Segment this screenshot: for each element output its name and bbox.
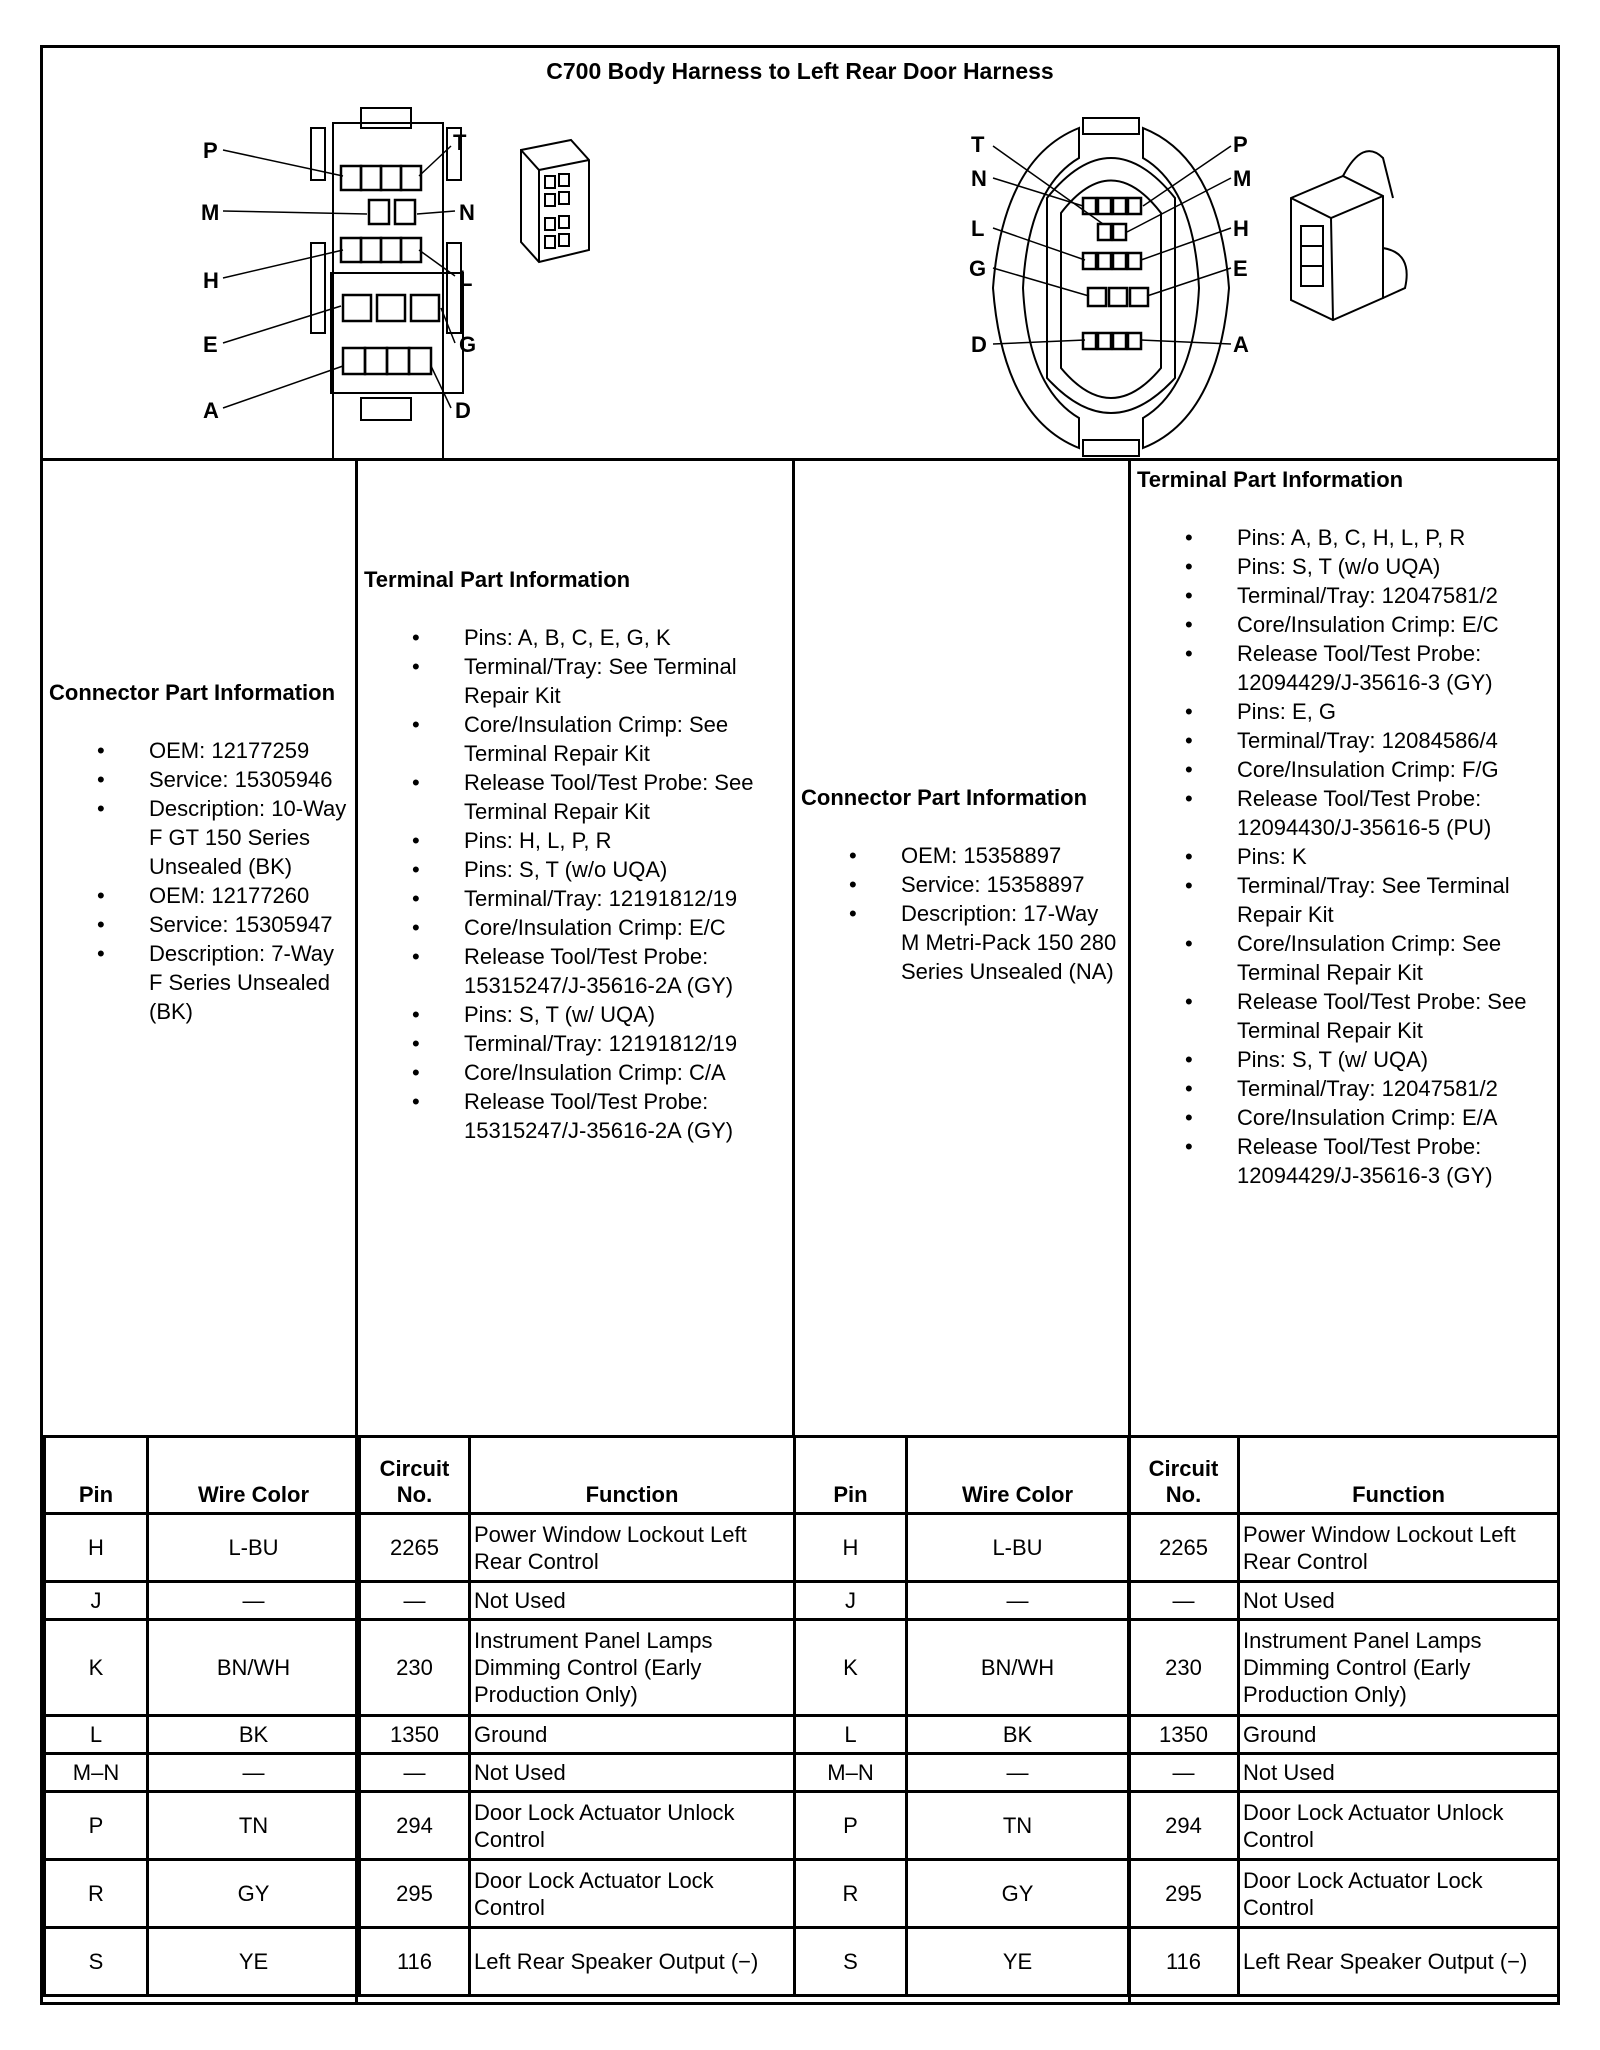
pin-table xyxy=(43,1435,1560,1997)
left-pin-label: G xyxy=(459,332,477,357)
cell-circuit-no: 230 xyxy=(360,1620,470,1716)
list-item: • Description: 17-Way M Metri-Pack 150 280 Series Unsealed (NA) xyxy=(801,899,1122,986)
col4-group-1 xyxy=(1137,523,1551,697)
right-pin-label: T xyxy=(971,132,985,157)
list-item: • Pins: H, L, P, R xyxy=(364,826,785,855)
list-item: • Pins: S, T (w/ UQA) xyxy=(364,1000,785,1029)
list-item: • Service: 15358897 xyxy=(801,870,1122,899)
list-item: • Description: 7-Way F Series Unsealed (BK) xyxy=(49,939,347,1026)
list-item: • Pins: K xyxy=(1137,842,1551,871)
col1-connector-info xyxy=(43,678,353,1026)
cell-function: Left Rear Speaker Output (−) xyxy=(1239,1928,1559,1996)
col4-heading: Terminal Part Information xyxy=(1137,467,1404,492)
cell-pin: M–N xyxy=(795,1754,907,1792)
left-pin-label: T xyxy=(453,130,467,155)
col3-connector-info xyxy=(795,783,1128,986)
table-row xyxy=(45,1928,1559,1996)
list-item: • Release Tool/Test Probe: See Terminal Repair Kit xyxy=(364,768,785,826)
cell-wire-color: — xyxy=(148,1582,360,1620)
list-item: • Terminal/Tray: 12084586/4 xyxy=(1137,726,1551,755)
cell-pin: J xyxy=(795,1582,907,1620)
left-pin-label: P xyxy=(203,138,218,163)
header-circuit-no: Circuit No. xyxy=(360,1437,470,1514)
cell-pin: M–N xyxy=(45,1754,148,1792)
table-row xyxy=(45,1754,1559,1792)
right-pin-label: N xyxy=(971,166,987,191)
list-item: • Pins: E, G xyxy=(1137,697,1551,726)
left-pin-label: A xyxy=(203,398,219,423)
cell-circuit-no: 2265 xyxy=(1129,1514,1239,1582)
list-item: • Release Tool/Test Probe: 15315247/J-35616-2A (GY) xyxy=(364,1087,785,1145)
cell-wire-color: YE xyxy=(907,1928,1129,1996)
header-pin: Pin xyxy=(795,1437,907,1514)
col2-group-2 xyxy=(364,826,785,1000)
cell-wire-color: GY xyxy=(148,1860,360,1928)
cell-function: Instrument Panel Lamps Dimming Control (Early Production Only) xyxy=(1239,1620,1559,1716)
cell-wire-color: BN/WH xyxy=(148,1620,360,1716)
cell-circuit-no: 295 xyxy=(360,1860,470,1928)
right-pin-label: L xyxy=(971,216,985,241)
table-row xyxy=(45,1514,1559,1582)
list-item: • Core/Insulation Crimp: E/A xyxy=(1137,1103,1551,1132)
sheet-title: C700 Body Harness to Left Rear Door Harness xyxy=(546,58,1054,84)
cell-wire-color: YE xyxy=(148,1928,360,1996)
cell-circuit-no: 294 xyxy=(360,1792,470,1860)
list-item: • Release Tool/Test Probe: 12094430/J-35616-5 (PU) xyxy=(1137,784,1551,842)
header-function: Function xyxy=(1239,1437,1559,1514)
table-row xyxy=(45,1860,1559,1928)
cell-function: Not Used xyxy=(470,1754,795,1792)
cell-circuit-no: 116 xyxy=(1129,1928,1239,1996)
col3-list xyxy=(801,841,1122,986)
cell-function: Door Lock Actuator Unlock Control xyxy=(470,1792,795,1860)
left-pin-label: M xyxy=(201,200,220,225)
list-item: • OEM: 12177260 xyxy=(49,881,347,910)
cell-circuit-no: 116 xyxy=(360,1928,470,1996)
cell-function: Not Used xyxy=(1239,1582,1559,1620)
col3-heading: Connector Part Information xyxy=(801,785,1088,810)
header-circuit-no: Circuit No. xyxy=(1129,1437,1239,1514)
list-item: • OEM: 15358897 xyxy=(801,841,1122,870)
list-item: • Core/Insulation Crimp: See Terminal Repair Kit xyxy=(1137,929,1551,987)
cell-circuit-no: 1350 xyxy=(1129,1716,1239,1754)
list-item: • Core/Insulation Crimp: C/A xyxy=(364,1058,785,1087)
right-pin-label: M xyxy=(1233,166,1252,191)
table-row xyxy=(45,1792,1559,1860)
col2-terminal-info xyxy=(358,565,791,1145)
cell-pin: S xyxy=(45,1928,148,1996)
list-item: • Terminal/Tray: See Terminal Repair Kit xyxy=(364,652,785,710)
col4-group-2 xyxy=(1137,697,1551,842)
cell-wire-color: TN xyxy=(148,1792,360,1860)
col4-group-4 xyxy=(1137,1045,1551,1190)
left-pin-label: D xyxy=(455,398,471,423)
cell-pin: P xyxy=(45,1792,148,1860)
list-item: • Pins: A, B, C, E, G, K xyxy=(364,623,785,652)
table-row xyxy=(45,1620,1559,1716)
cell-wire-color: — xyxy=(907,1754,1129,1792)
header-pin: Pin xyxy=(45,1437,148,1514)
left-connector-iso xyxy=(521,140,589,262)
list-item: • Pins: S, T (w/o UQA) xyxy=(1137,552,1551,581)
cell-pin: P xyxy=(795,1792,907,1860)
cell-pin: R xyxy=(795,1860,907,1928)
list-item: • Pins: S, T (w/ UQA) xyxy=(1137,1045,1551,1074)
list-item: • Core/Insulation Crimp: E/C xyxy=(1137,610,1551,639)
header-wire-color: Wire Color xyxy=(148,1437,360,1514)
list-item: • Core/Insulation Crimp: F/G xyxy=(1137,755,1551,784)
cell-pin: R xyxy=(45,1860,148,1928)
right-pin-label: H xyxy=(1233,216,1249,241)
cell-function: Door Lock Actuator Lock Control xyxy=(1239,1860,1559,1928)
cell-function: Power Window Lockout Left Rear Control xyxy=(470,1514,795,1582)
cell-wire-color: BK xyxy=(907,1716,1129,1754)
cell-circuit-no: 230 xyxy=(1129,1620,1239,1716)
list-item: • Release Tool/Test Probe: 12094429/J-35616-3 (GY) xyxy=(1137,1132,1551,1190)
cell-pin: S xyxy=(795,1928,907,1996)
right-connector-iso xyxy=(1291,151,1407,320)
cell-circuit-no: 295 xyxy=(1129,1860,1239,1928)
right-pin-label: P xyxy=(1233,132,1248,157)
list-item: • Terminal/Tray: 12191812/19 xyxy=(364,884,785,913)
cell-function: Not Used xyxy=(470,1582,795,1620)
list-item: • Pins: A, B, C, H, L, P, R xyxy=(1137,523,1551,552)
list-item: • Release Tool/Test Probe: 12094429/J-35616-3 (GY) xyxy=(1137,639,1551,697)
list-item: • Pins: S, T (w/o UQA) xyxy=(364,855,785,884)
cell-circuit-no: — xyxy=(1129,1582,1239,1620)
cell-circuit-no: 2265 xyxy=(360,1514,470,1582)
cell-pin: J xyxy=(45,1582,148,1620)
left-pin-label: H xyxy=(203,268,219,293)
cell-wire-color: — xyxy=(907,1582,1129,1620)
list-item: • Release Tool/Test Probe: 15315247/J-35616-2A (GY) xyxy=(364,942,785,1000)
cell-circuit-no: — xyxy=(360,1582,470,1620)
connector-sheet xyxy=(40,45,1560,2005)
list-item: • Core/Insulation Crimp: See Terminal Repair Kit xyxy=(364,710,785,768)
right-pin-label: D xyxy=(971,332,987,357)
table-header-row xyxy=(45,1437,1559,1514)
right-connector-face xyxy=(993,118,1231,456)
cell-wire-color: GY xyxy=(907,1860,1129,1928)
list-item: • Terminal/Tray: 12047581/2 xyxy=(1137,1074,1551,1103)
list-item: • OEM: 12177259 xyxy=(49,736,347,765)
table-row xyxy=(45,1582,1559,1620)
list-item: • Core/Insulation Crimp: E/C xyxy=(364,913,785,942)
cell-wire-color: L-BU xyxy=(907,1514,1129,1582)
cell-pin: L xyxy=(795,1716,907,1754)
col4-terminal-info xyxy=(1131,465,1557,1190)
cell-pin: K xyxy=(45,1620,148,1716)
header-wire-color: Wire Color xyxy=(907,1437,1129,1514)
list-item: • Terminal/Tray: 12191812/19 xyxy=(364,1029,785,1058)
left-connector-face xyxy=(223,108,463,458)
cell-pin: H xyxy=(795,1514,907,1582)
col2-group-1 xyxy=(364,623,785,826)
right-pin-label: E xyxy=(1233,256,1248,281)
list-item: • Terminal/Tray: 12047581/2 xyxy=(1137,581,1551,610)
cell-pin: L xyxy=(45,1716,148,1754)
cell-circuit-no: — xyxy=(1129,1754,1239,1792)
list-item: • Terminal/Tray: See Terminal Repair Kit xyxy=(1137,871,1551,929)
cell-pin: K xyxy=(795,1620,907,1716)
col1-heading: Connector Part Information xyxy=(49,680,336,705)
cell-wire-color: BK xyxy=(148,1716,360,1754)
cell-circuit-no: — xyxy=(360,1754,470,1792)
col4-group-3 xyxy=(1137,842,1551,1045)
cell-wire-color: L-BU xyxy=(148,1514,360,1582)
left-pin-label: N xyxy=(459,200,475,225)
cell-wire-color: TN xyxy=(907,1792,1129,1860)
cell-function: Instrument Panel Lamps Dimming Control (Early Production Only) xyxy=(470,1620,795,1716)
cell-function: Power Window Lockout Left Rear Control xyxy=(1239,1514,1559,1582)
list-item: • Service: 15305946 xyxy=(49,765,347,794)
cell-function: Ground xyxy=(470,1716,795,1754)
list-item: • Release Tool/Test Probe: See Terminal Repair Kit xyxy=(1137,987,1551,1045)
connector-diagrams xyxy=(43,48,1557,458)
col1-list xyxy=(49,736,347,1026)
header-function: Function xyxy=(470,1437,795,1514)
cell-function: Door Lock Actuator Lock Control xyxy=(470,1860,795,1928)
cell-wire-color: — xyxy=(148,1754,360,1792)
left-pin-label: E xyxy=(203,332,218,357)
right-pin-label: A xyxy=(1233,332,1249,357)
col2-heading: Terminal Part Information xyxy=(364,567,631,592)
cell-circuit-no: 1350 xyxy=(360,1716,470,1754)
col2-group-3 xyxy=(364,1000,785,1145)
table-row xyxy=(45,1716,1559,1754)
cell-function: Door Lock Actuator Unlock Control xyxy=(1239,1792,1559,1860)
cell-function: Ground xyxy=(1239,1716,1559,1754)
cell-circuit-no: 294 xyxy=(1129,1792,1239,1860)
list-item: • Description: 10-Way F GT 150 Series Unsealed (BK) xyxy=(49,794,347,881)
cell-pin: H xyxy=(45,1514,148,1582)
cell-function: Left Rear Speaker Output (−) xyxy=(470,1928,795,1996)
list-item: • Service: 15305947 xyxy=(49,910,347,939)
left-pin-label: L xyxy=(459,266,473,291)
cell-function: Not Used xyxy=(1239,1754,1559,1792)
cell-wire-color: BN/WH xyxy=(907,1620,1129,1716)
right-pin-label: G xyxy=(969,256,987,281)
